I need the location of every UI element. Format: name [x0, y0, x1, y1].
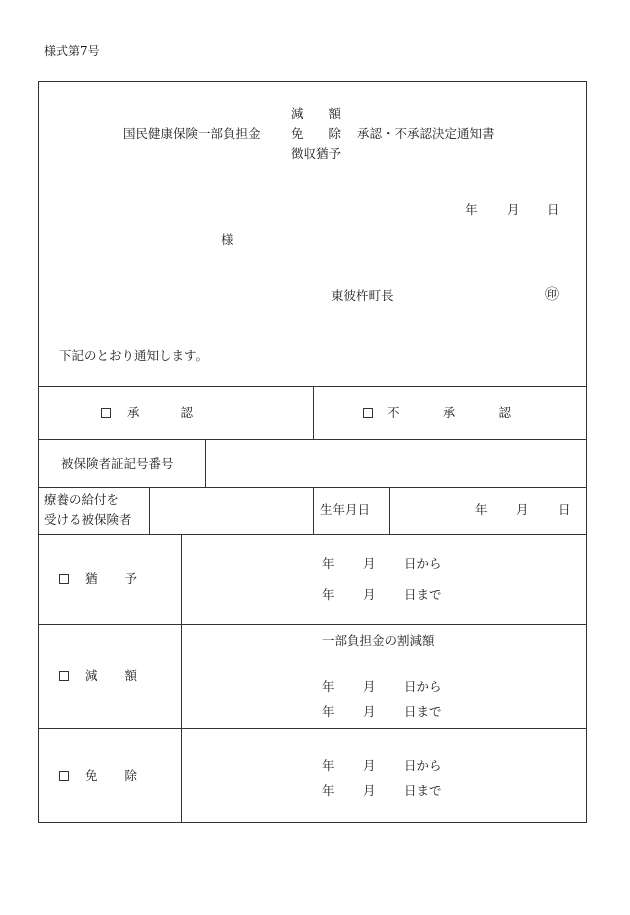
title-option-exemption: 免 除	[291, 126, 342, 141]
birthdate-label: 生年月日	[320, 502, 371, 517]
date-year-label: 年	[465, 202, 478, 217]
row-line	[39, 624, 586, 625]
row-line	[39, 439, 586, 440]
reduction-until-year: 年	[322, 704, 335, 719]
col-line	[181, 534, 182, 822]
approve-label: 承 認	[127, 405, 193, 420]
exemption-from-day: 日から	[404, 758, 442, 773]
disapprove-checkbox[interactable]	[363, 408, 373, 418]
date-day-label: 日	[547, 202, 560, 217]
col-line	[205, 439, 206, 487]
birthdate-year-label: 年	[475, 502, 488, 517]
deferral-label: 猶 予	[85, 571, 137, 586]
col-line	[313, 487, 314, 534]
col-line	[149, 487, 150, 534]
title-option-deferral: 徴収猶予	[291, 146, 342, 161]
form-number: 様式第7号	[44, 44, 100, 58]
seal-mark: ㊞	[545, 287, 559, 303]
reduction-checkbox[interactable]	[59, 671, 69, 681]
exemption-until-year: 年	[322, 783, 335, 798]
birthdate-month-label: 月	[516, 502, 529, 517]
deferral-from-month: 月	[363, 556, 376, 571]
reduction-label: 減 額	[85, 668, 137, 683]
approve-checkbox[interactable]	[101, 408, 111, 418]
exemption-until-month: 月	[363, 783, 376, 798]
issuer-name: 東彼杵町長	[331, 288, 394, 303]
deferral-from-year: 年	[322, 556, 335, 571]
reduction-until-month: 月	[363, 704, 376, 719]
birthdate-day-label: 日	[558, 502, 571, 517]
col-line	[313, 386, 314, 439]
notice-form	[38, 81, 587, 823]
exemption-label: 免 除	[85, 768, 137, 783]
row-line	[39, 534, 586, 535]
deferral-until-year: 年	[322, 587, 335, 602]
deferral-until-month: 月	[363, 587, 376, 602]
row-line	[39, 728, 586, 729]
deferral-from-day: 日から	[404, 556, 442, 571]
reduction-from-year: 年	[322, 679, 335, 694]
exemption-from-year: 年	[322, 758, 335, 773]
notice-text: 下記のとおり通知します。	[59, 348, 209, 363]
title-suffix: 承認・不承認決定通知書	[357, 126, 495, 141]
recipient-suffix: 様	[221, 232, 234, 247]
exemption-from-month: 月	[363, 758, 376, 773]
title-prefix: 国民健康保険一部負担金	[123, 126, 261, 141]
reduction-from-month: 月	[363, 679, 376, 694]
reduction-until-day: 日まで	[404, 704, 442, 719]
insured-id-label: 被保険者証記号番号	[61, 456, 174, 471]
recipient-label-line2: 受ける被保険者	[44, 512, 132, 527]
recipient-label-line1: 療養の給付を	[44, 492, 120, 507]
title-option-reduction: 減 額	[291, 106, 342, 121]
date-month-label: 月	[507, 202, 520, 217]
reduction-amount-note: 一部負担金の割減額	[322, 633, 435, 648]
disapprove-label: 不 承 認	[387, 405, 511, 420]
col-line	[389, 487, 390, 534]
exemption-until-day: 日まで	[404, 783, 442, 798]
deferral-until-day: 日まで	[404, 587, 442, 602]
reduction-from-day: 日から	[404, 679, 442, 694]
deferral-checkbox[interactable]	[59, 574, 69, 584]
exemption-checkbox[interactable]	[59, 771, 69, 781]
